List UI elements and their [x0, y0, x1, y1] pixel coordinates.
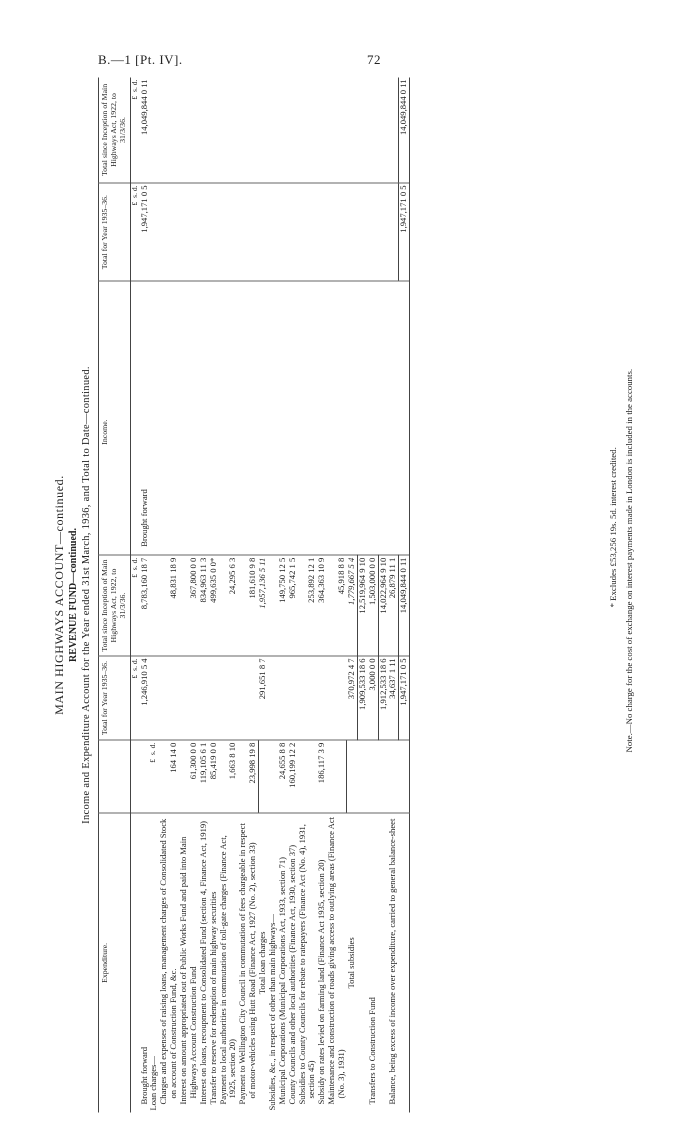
brought-forward-row — [140, 78, 150, 1113]
expenditure-brought-forward-year: 1,246,910 5 4 — [140, 656, 150, 740]
income-brought-forward-total: 14,049,844 0 11 — [140, 78, 150, 183]
line-item-label: Transfer to reserve for redemption of main highway securities — [207, 891, 218, 1105]
subtotal-year: 1,909,533 18 6 — [357, 656, 367, 740]
subtotal2-year: 1,912,533 18 6 — [378, 656, 388, 740]
expenditure-brought-forward-total: 8,783,160 18 7 — [140, 555, 150, 656]
subtotal2-total: 14,022,964 9 10 — [378, 555, 388, 656]
table-row — [327, 78, 347, 1113]
report-reference: B.—1 [Pt. IV]. — [98, 52, 183, 67]
account-subtitle: Income and Expenditure Account for the Year ended 31st March, 1936, and Total to Date—continued. — [81, 366, 92, 824]
line-item-label: Charges and expenses of raising loans, management charges of Consolidated Stock on account of Construction Fund, &c. — [158, 818, 179, 1105]
account-title: MAIN HIGHWAYS ACCOUNT—continued. — [52, 475, 66, 715]
line-item-label: County Councils and other local authorities (Finance Act, 1930, section 37) — [286, 844, 297, 1105]
line-item-total-since: 48,831 18 9 — [159, 555, 179, 656]
subtotal-total: 12,519,964 9 10 — [357, 555, 367, 656]
transfers-year: 3,000 0 0 — [368, 656, 378, 740]
currency-label: £ s. d. — [149, 740, 159, 813]
balance-total: 26,879 11 1 — [388, 555, 398, 656]
line-item-label: Subsidy on rates levied on farming land (Finance Act 1935, section 20) — [316, 859, 327, 1105]
table-row — [219, 78, 239, 1113]
balance-year: 34,637 1 11 — [388, 656, 398, 740]
balance-label: Balance, being excess of income over expenditure, carried to general balance-sheet — [387, 818, 398, 1105]
line-item-detail-amount — [327, 740, 347, 813]
line-item-total-since: 45,918 8 8 — [327, 555, 347, 656]
line-item-label: Payment to local authorities in commutation of toll-gate charges (Finance Act, 1925, section 20) — [217, 835, 238, 1105]
line-item-detail-amount: 61,300 0 0 — [179, 740, 199, 813]
line-item-label: Maintenance and construction of roads giving access to outlying areas (Finance Act (No. 3), 1931) — [326, 816, 347, 1105]
transfers-row — [368, 78, 378, 1113]
line-item-detail-amount: 1,663 8 10 — [219, 740, 239, 813]
currency-label: £ s. d. — [130, 656, 139, 740]
line-item-label: Payment to Wellington City Council in commutation of fees chargeable in respect of motor-vehicles using Hutt Road (Finance Act, 1927 (No. 2), section 33) — [237, 823, 258, 1105]
rotated-account-page — [50, 78, 650, 1113]
line-item-detail-amount: 164 14 0 — [159, 740, 179, 813]
expenditure-column-header: Expenditure. — [99, 813, 131, 1113]
line-item-detail-amount: 85,419 0 0 — [209, 740, 219, 813]
line-item-detail-amount: 24,655 8 8 — [278, 740, 288, 813]
table-row — [159, 78, 179, 1113]
loan-items — [159, 78, 258, 1113]
income-grand-total-total: 14,049,844 0 11 — [399, 78, 410, 183]
line-item-total-since: 149,750 12 5 — [278, 555, 288, 656]
income-column-header: Income. — [99, 309, 131, 555]
table-row — [179, 78, 199, 1113]
expenditure-grand-total-total: 14,049,844 0 11 — [399, 555, 410, 656]
line-item-total-since: 499,635 0 0* — [209, 555, 219, 656]
balance-row — [388, 78, 398, 1113]
line-item-label: Municipal Corporations (Municipal Corporations Act, 1933, section 71) — [276, 856, 287, 1105]
column-header-row — [99, 78, 131, 1113]
income-total-year-column-header: Total for Year 1935–36. — [99, 183, 131, 281]
footnote-note: Note.—No charge for the cost of exchange on interest payments made in London is included in the accounts. — [624, 368, 634, 753]
fund-title: REVENUE FUND—continued. — [68, 528, 79, 662]
subsidy-items — [278, 78, 347, 1113]
transfers-label: Transfers to Construction Fund — [366, 997, 377, 1105]
currency-label: £ s. d. — [130, 183, 139, 281]
line-item-total-since: 965,742 1 5 — [288, 555, 298, 656]
line-item-total-since: 253,892 12 1 — [298, 555, 318, 656]
line-item-label: Interest on amount appropriated out of Public Works Fund and paid into Main Highways Account Construction Fund — [178, 836, 198, 1105]
line-item-detail-amount: 119,105 6 1 — [199, 740, 209, 813]
income-grand-total-year: 1,947,171 0 5 — [399, 183, 410, 281]
income-brought-forward-label: Brought forward — [140, 309, 150, 555]
line-item-total-since: 24,295 6 3 — [219, 555, 239, 656]
income-brought-forward-year: 1,947,171 0 5 — [140, 183, 150, 281]
total-loan-charges-year: 291,651 8 7 — [258, 656, 268, 740]
table-row — [298, 78, 318, 1113]
line-item-detail-amount: 23,998 19 8 — [238, 740, 258, 813]
total-loan-charges-total: 1,957,136 5 11 — [258, 555, 268, 656]
page-number: 72 — [367, 52, 381, 67]
line-item-total-since: 834,963 11 3 — [199, 555, 209, 656]
grand-total-row — [399, 78, 410, 1113]
income-expenditure-table — [98, 78, 410, 1113]
income-total-since-column-header: Total since Inception of Main Highways Act, 1922, to 31/3/36. — [99, 78, 131, 183]
total-subsidies-total: 1,779,667 5 4 — [347, 555, 357, 656]
currency-label: £ s. d. — [130, 555, 139, 656]
total-since-column-header: Total since Inception of Main Highways Act, 1922, to 31/3/36. — [99, 555, 131, 656]
transfers-total: 1,503,000 0 0 — [368, 555, 378, 656]
loan-charges-heading: Loan charges— — [148, 1056, 159, 1111]
footnote-star: * Excludes £53,256 19s. 5d. interest credited. — [608, 447, 618, 608]
line-item-total-since: 181,610 9 8 — [238, 555, 258, 656]
total-loan-charges-label: Total loan charges — [257, 931, 268, 995]
line-item-label: Subsidies to County Councils for rebate to ratepayers (Finance Act (No. 4), 1931, section 45) — [296, 824, 317, 1105]
subsidies-heading: Subsidies, &c., in respect of other than main highways— — [266, 914, 277, 1111]
line-item-total-since: 367,800 0 0 — [179, 555, 199, 656]
expenditure-brought-forward-label: Brought forward — [138, 1046, 149, 1105]
currency-label: £ s. d. — [130, 78, 139, 183]
total-subsidies-row — [347, 78, 357, 1113]
total-subsidies-year: 370,972 4 7 — [347, 656, 357, 740]
total-subsidies-label: Total subsidies — [345, 937, 356, 989]
total-year-column-header: Total for Year 1935–36. — [99, 656, 131, 740]
line-item-label: Interest on loans, recoupment to Consolidated Fund (section 4, Finance Act, 1919) — [197, 820, 208, 1105]
line-item-detail-amount — [298, 740, 318, 813]
table-row — [238, 78, 258, 1113]
line-item-detail-amount: 186,117 3 9 — [317, 740, 327, 813]
expenditure-grand-total-year: 1,947,171 0 5 — [399, 656, 410, 740]
line-item-detail-amount: 160,199 12 2 — [288, 740, 298, 813]
line-item-total-since: 364,363 10 9 — [317, 555, 327, 656]
